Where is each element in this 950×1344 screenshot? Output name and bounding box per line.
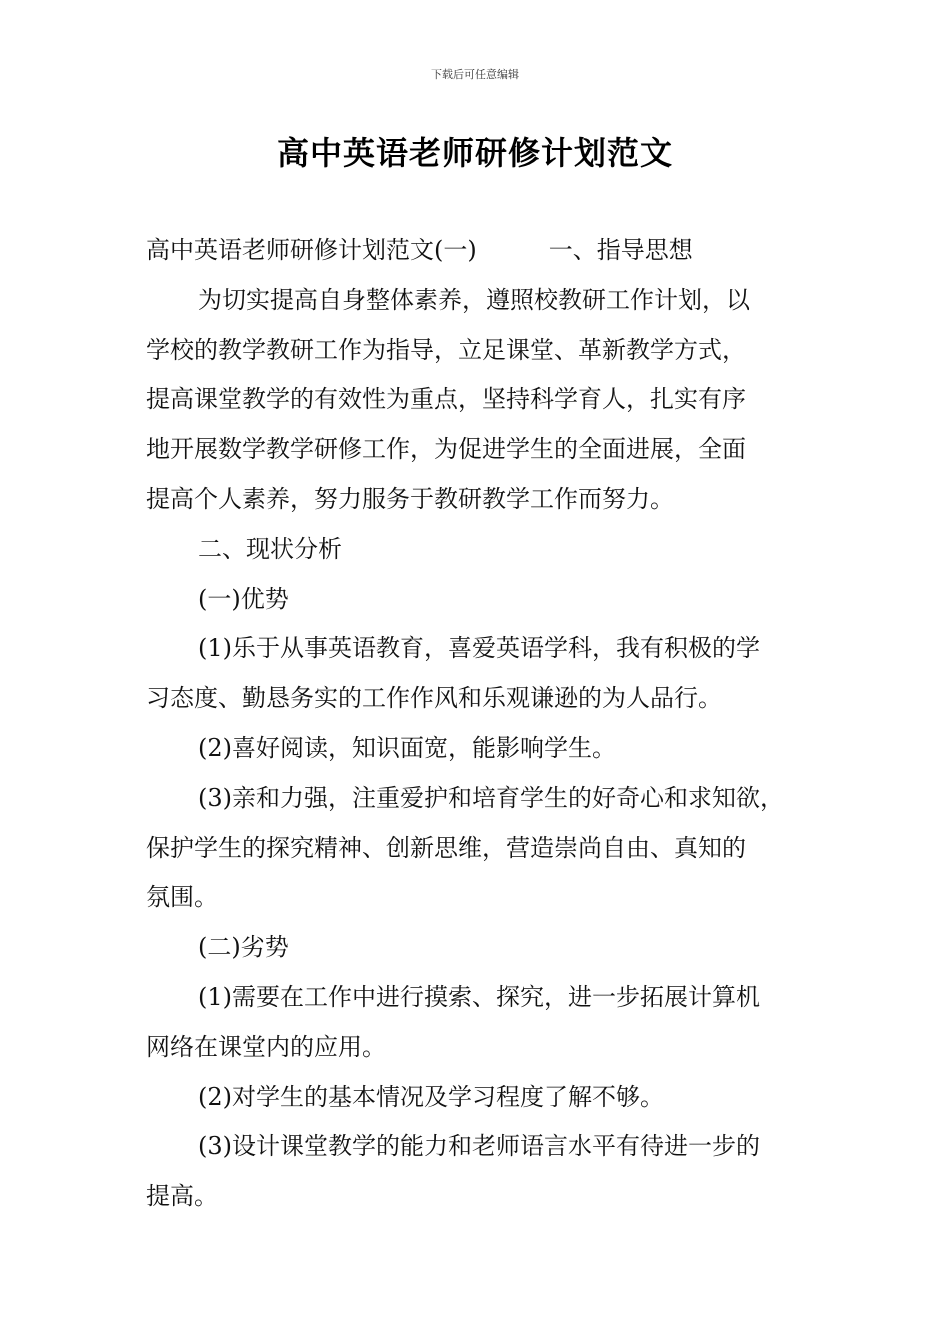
paragraph-line: 高中英语老师研修计划范文(一) 一、指导思想 xyxy=(146,236,693,264)
paragraph-line: (2)喜好阅读，知识面宽，能影响学生。 xyxy=(198,733,616,762)
paragraph-line: (1)乐于从事英语教育，喜爱英语学科，我有积极的学 xyxy=(198,634,760,663)
paragraph-line: 习态度、勤恳务实的工作作风和乐观谦逊的为人品行。 xyxy=(146,684,722,713)
document-body xyxy=(146,226,822,1222)
paragraph-line: 提高个人素养，努力服务于教研教学工作而努力。 xyxy=(146,484,674,513)
paragraph-line: (3)设计课堂教学的能力和老师语言水平有待进一步的 xyxy=(198,1132,760,1161)
paragraph-line: 网络在课堂内的应用。 xyxy=(146,1032,386,1061)
paragraph-line: 为切实提高自身整体素养，遵照校教研工作计划，以 xyxy=(198,285,750,314)
subsection-heading: (一)优势 xyxy=(198,584,289,613)
header-note: 下载后可任意编辑 xyxy=(431,68,519,81)
subsection-heading: (二)劣势 xyxy=(198,933,289,962)
paragraph-line: 提高课堂教学的有效性为重点，坚持科学育人，扎实有序 xyxy=(146,385,746,414)
document-title: 高中英语老师研修计划范文 xyxy=(276,134,673,172)
paragraph-line: 保护学生的探究精神、创新思维，营造崇尚自由、真知的 xyxy=(146,833,746,862)
paragraph-line: 氛围。 xyxy=(146,883,218,912)
paragraph-line: (2)对学生的基本情况及学习程度了解不够。 xyxy=(198,1082,664,1111)
paragraph-line: (3)亲和力强，注重爱护和培育学生的好奇心和求知欲， xyxy=(198,783,784,812)
paragraph-line: (1)需要在工作中进行摸索、探究，进一步拓展计算机 xyxy=(198,982,760,1011)
section-heading: 二、现状分析 xyxy=(198,534,342,563)
paragraph-line: 地开展数学教学研修工作，为促进学生的全面进展，全面 xyxy=(146,435,746,464)
paragraph-line: 学校的教学教研工作为指导，立足课堂、革新教学方式， xyxy=(146,335,746,364)
paragraph-line: 提高。 xyxy=(146,1182,218,1211)
